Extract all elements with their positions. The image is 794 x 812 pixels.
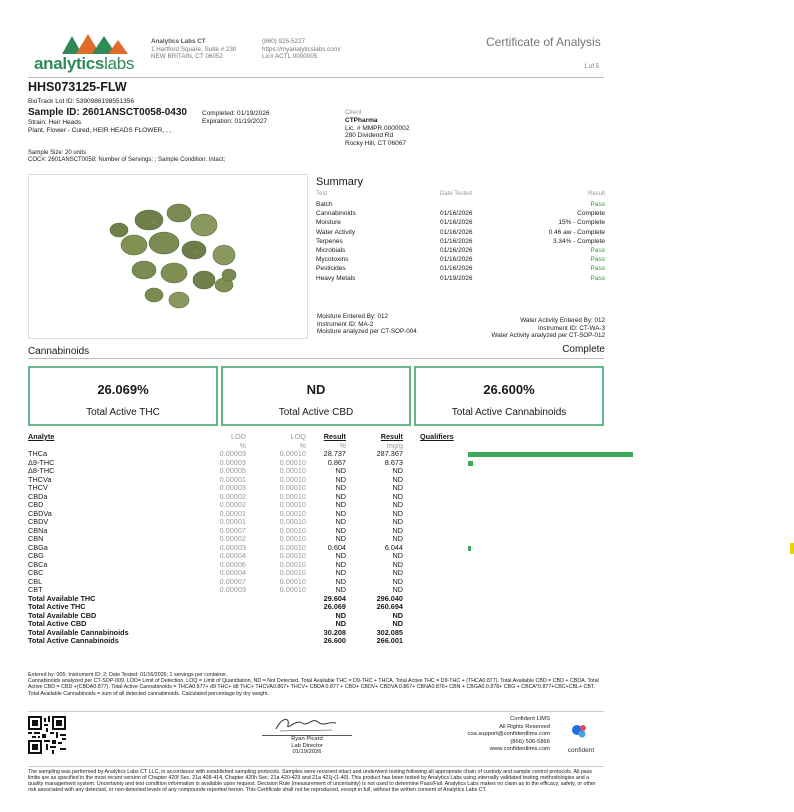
summary-test: Pesticides [316,265,346,273]
totals-row [28,637,608,646]
biotrack-lot-id: BioTrack Lot ID: 5390986198551356 [28,98,135,105]
result-pct: ND [335,551,346,560]
lab-phone: (860) 925-5227 [262,38,306,45]
result-mg: ND [392,500,403,509]
edge-marker [790,543,794,554]
result-pct: ND [335,576,346,586]
total-mg: 296.040 [376,593,403,603]
lod-value: 0.00004 [219,568,246,577]
result-bar [468,546,471,551]
lod-value: 0.00003 [219,585,246,594]
summary-date [440,201,520,210]
signer-name: Ryan Picard [262,735,352,743]
table-row [28,484,608,493]
logo-text-bold: analytics [34,54,105,73]
lims-email[interactable]: coa.support@confidentlims.com [467,731,550,738]
unit-lod: % [239,440,246,450]
signature-scribble [272,713,342,735]
result-mg: ND [392,483,403,492]
result-mg: ND [392,517,403,526]
result-pct: 0.867 [327,457,346,467]
table-row [28,544,608,553]
analyte-name: CBGa [28,542,48,552]
total-name: Total Available THC [28,593,96,603]
completed-date: Completed: 01/19/2026 [202,110,270,117]
dates [202,110,270,126]
summary-date: 01/16/2026 [440,219,473,227]
result-pct: 28.737 [323,449,346,458]
summary-date: 01/16/2026 [440,246,473,254]
summary-header-test: Test [316,191,328,197]
analyte-name: Δ9-THC [28,457,55,467]
box-label: Total Active Cannabinoids [451,407,567,418]
lab-address-1: 1 Hartford Square, Suite # 230 [151,45,237,53]
lims-phone: (866) 506-5866 [510,738,550,745]
footnote-line-1: Entered by: 005; Instrument ID: 2; Date Tested: 01/16/2026; 1 servings per container. [28,672,228,678]
moisture-entered-by: Moisture Entered By: 012 [317,313,389,320]
result-pct: ND [335,474,346,484]
loq-value: 0.00010 [279,585,306,594]
analyte-name: CBG [28,551,44,560]
loq-value: 0.00010 [279,534,306,543]
lab-contact [262,38,382,61]
analyte-name: CBDVa [28,508,52,518]
result-mg: ND [392,576,403,586]
summary-result: Pass [590,246,605,254]
loq-value: 0.00010 [279,517,306,526]
lod-value: 0.00003 [219,483,246,492]
summary-row [316,229,605,238]
table-row [28,450,608,459]
cannabinoid-table [28,433,608,646]
table-row [28,459,608,468]
loq-value: 0.00010 [279,551,306,560]
total-name: Total Active CBD [28,619,87,628]
lod-value: 0.00005 [219,466,246,475]
page-number: 1 of 5 [584,64,600,70]
total-pct: 29.604 [323,593,346,603]
result-pct: ND [335,568,346,577]
expiration-date: Expiration: 01/19/2027 [202,118,268,125]
table-units [28,442,608,451]
water-activity-info [440,317,605,340]
logo-text-light: labs [104,54,135,73]
box-value: 26.600% [483,382,535,397]
summary-result: 15% - Complete [558,219,605,227]
summary-test: Heavy Metals [316,274,356,282]
table-row [28,476,608,485]
result-pct: ND [335,585,346,594]
table-row [28,569,608,578]
summary-row [316,210,605,219]
table-totals [28,595,608,646]
totals-row [28,595,608,604]
lab-name: Analytics Labs CT [151,38,206,45]
summary-date: 01/16/2026 [440,210,473,218]
product-type: Plant, Flower - Cured, HEIR HEADS FLOWER, , , [28,126,172,134]
cannabinoids-title: Cannabinoids [28,346,90,357]
sample-size: Sample Size: 20 units [28,150,87,156]
summary-header [316,191,605,201]
header-loq: LOQ [290,432,306,441]
table-row [28,586,608,595]
analyte-name: THCV [28,483,48,492]
signature [272,713,342,735]
sample-size-info [28,150,225,164]
analyte-name: CBD [28,500,44,509]
total-pct: 26.600 [323,636,346,645]
unit-result-pct: % [339,440,346,450]
summary-result: Pass [590,274,605,282]
analyte-name: CBL [28,576,43,586]
lod-value: 0.00002 [219,534,246,543]
box-value: ND [306,382,326,397]
result-pct: ND [335,534,346,543]
divider [28,766,604,767]
analyte-name: CBCa [28,559,48,569]
loq-value: 0.00010 [279,508,306,518]
total-active-thc-box [28,366,218,426]
client-name: CTPharma [345,116,378,124]
unit-result-mg: mg/g [386,440,403,450]
lod-value: 0.00002 [219,500,246,509]
table-row [28,493,608,502]
divider [28,358,604,359]
lims-rights: All Rights Reserved [499,723,550,730]
loq-value: 0.00010 [279,483,306,492]
lod-value: 0.00002 [219,491,246,501]
summary-row [316,238,605,247]
lod-value: 0.00007 [219,576,246,586]
total-name: Total Active THC [28,602,86,611]
total-pct: ND [335,610,346,620]
loq-value: 0.00010 [279,491,306,501]
lims-url[interactable]: www.confidentlims.com [489,746,550,753]
total-mg: ND [392,619,403,628]
confident-logo [557,722,605,752]
summary-test: Batch [316,201,333,208]
table-header [28,433,608,442]
lod-value: 0.00001 [219,474,246,484]
total-name: Total Available Cannabinoids [28,627,129,637]
mountain-logo-icon [62,32,142,56]
header-analyte: Analyte [28,432,55,441]
summary-row [316,256,605,265]
summary-panel [316,176,605,284]
divider [28,77,604,78]
box-label: Total Active CBD [278,407,354,418]
result-pct: ND [335,517,346,526]
loq-value: 0.00010 [279,542,306,552]
analyte-name: CBDV [28,517,49,526]
water-sop: Water Activity analyzed per CT-SOP-012 [491,332,605,340]
totals-row [28,603,608,612]
loq-value: 0.00010 [279,500,306,509]
summary-date: 01/16/2026 [440,237,473,245]
result-mg: ND [392,491,403,501]
analyte-name: CBN [28,534,44,543]
summary-row [316,265,605,274]
lab-info [151,38,261,61]
lod-value: 0.00003 [219,457,246,467]
header-qualifiers: Qualifiers [420,432,454,441]
footnote-line-2: Cannabinoids analyzed per CT-SOP-009. LOD= Limit of Detection, LOQ = Limit of Quantitation, ND = Not Detected. Total Available THC = D9-THC + THCA. Total Active THC = D9-THC + (THCA0.877). Total Available CBD = CBD + CBDA. Total Active CBD = CBD +(CBDA0.877). Total Active Cannabinoids = THCA0.877+ d9 THC+ d8 THC+ THCVA0.867+ THCV+ CBDA 0.877 + CBD+ CBDV+ CBDVA 0.867+ CBNA0.876+ CBN + CBGA0.0.878+ CBG + CBCA*0.877+CBC+CBL+ CBT. Total Available Cannabinoids = sum of all detected cannabinoids. Calculated percentage by dry weight. [28,678,599,697]
totals-row [28,612,608,621]
header-result-pct: Result [323,432,346,441]
summary-header-result: Result [587,191,605,197]
table-row [28,561,608,570]
cannabinoids-status: Complete [562,344,605,355]
summary-row [316,247,605,256]
box-value: 26.069% [97,382,149,397]
summary-row [316,275,605,284]
sample-id: Sample ID: 2601ANSCT0058-0430 [28,107,187,118]
result-mg: ND [392,525,403,535]
signer-info [262,735,352,756]
lod-value: 0.00007 [219,525,246,535]
result-mg: ND [392,534,403,543]
result-pct: ND [335,491,346,501]
table-row [28,527,608,536]
summary-date: 01/19/2026 [440,274,473,282]
table-row [28,578,608,587]
total-pct: 30.208 [323,627,346,637]
result-mg: ND [392,466,403,475]
loq-value: 0.00010 [279,474,306,484]
footnote [28,672,604,697]
summary-test: Terpenes [316,237,343,245]
total-mg: ND [392,610,403,620]
loq-value: 0.00010 [279,457,306,467]
result-pct: ND [335,483,346,492]
analyte-name: CBT [28,585,43,594]
loq-value: 0.00010 [279,466,306,475]
strain-info [28,119,171,135]
sample-photo [28,174,308,339]
coc-info: COC#: 2601ANSCT0058; Number of Servings: ; Sample Condition: Intact; [28,157,226,163]
client-license: Lic. # MMPR.0000002 [345,124,410,132]
total-active-cbd-box [221,366,411,426]
result-bar [468,452,633,457]
analyte-name: Δ8-THC [28,466,55,475]
lims-name: Confident LIMS [510,716,550,722]
lod-value: 0.00003 [219,449,246,458]
result-mg: 8.673 [384,457,403,467]
lab-license: Lic# ACTL.0000005 [262,53,318,61]
moisture-instrument: Instrument ID: MA-2 [317,320,374,328]
analyte-name: CBDa [28,491,48,501]
summary-test: Moisture [316,219,341,227]
summary-result: Pass [590,265,605,273]
client-label: Client [345,109,362,116]
lims-info [450,716,550,754]
total-active-cannabinoids-box [414,366,604,426]
client-info [345,109,409,148]
lod-value: 0.00001 [219,517,246,526]
summary-result: 3.34% - Complete [552,237,605,245]
document-title: Certificate of Analysis [486,35,601,49]
result-pct: 0.604 [327,542,346,552]
disclaimer: The sampling was performed by Analytics Labs CT LLC, in accordance with established sampling protocols. Samples were received intact and underwent testing following all appropriate chain of custody and sample control protocols. All pass limits are as specified in the most recent version of Chapter 420f Sec. 21a 408-414, Chapter 420h Sec. 21a 420-429 and 21a 421j-(1-40). This product has been tested by Analytics Labs using internally validated testing methodologies and a quality management system. Uncertainty and test condition information is available upon request. Decision Rule (measurement of uncertainty) is not used to determine Pass/Fail. Analytics Labs makes no claim as to the efficacy, safety, or other risk associated with any detected, or non-detected levels of any compounds reported herein. This Certificate shall not be reproduced, except in full, without the written consent of Analytics Labs CT. [28,769,596,794]
result-mg: ND [392,585,403,594]
header-result-mg: Result [380,432,403,441]
lab-url[interactable]: https://myanalyticslabs.com/ [262,45,341,53]
qr-code-icon [28,716,66,754]
moisture-sop: Moisture analyzed per CT-SOP-004 [317,328,417,336]
result-mg: ND [392,568,403,577]
analyte-name: CBC [28,568,44,577]
table-row [28,510,608,519]
strain: Strain: Heir Heads [28,119,82,126]
divider [28,711,604,712]
summary-row [316,201,605,210]
water-instrument: Instrument ID: CT-WA-3 [538,324,605,332]
summary-date: 01/16/2026 [440,256,473,264]
lod-value: 0.00003 [219,542,246,552]
total-mg: 260.694 [376,602,403,611]
confident-logo-icon [557,722,605,742]
summary-test: Water Activity [316,228,356,236]
lod-value: 0.00004 [219,551,246,560]
summary-date: 01/16/2026 [440,228,473,236]
summary-test: Mycotoxins [316,256,349,264]
summary-title: Summary [316,176,364,188]
box-label: Total Active THC [86,407,160,418]
result-mg: 287.367 [376,449,403,458]
table-row [28,518,608,527]
confident-logo-text: confident [567,747,595,754]
lod-value: 0.00006 [219,559,246,569]
analytics-labs-logo [34,30,144,76]
summary-result: 0.46 aw - Complete [548,228,605,236]
result-pct: ND [335,508,346,518]
analyte-name: THCVa [28,474,52,484]
signer-title: Lab Director [291,742,323,749]
water-entered-by: Water Activity Entered By: 012 [520,317,605,324]
total-mg: 302.085 [376,627,403,637]
loq-value: 0.00010 [279,525,306,535]
total-name: Total Active Cannabinoids [28,636,119,645]
summary-test: Cannabinoids [316,210,356,218]
table-row [28,535,608,544]
lab-address-2: NEW BRITAIN, CT 06052 [151,53,223,61]
total-pct: 26.069 [323,602,346,611]
unit-loq: % [299,440,306,450]
summary-result: Pass [590,256,605,264]
result-mg: ND [392,508,403,518]
summary-result: Complete [577,210,605,218]
result-pct: ND [335,466,346,475]
loq-value: 0.00010 [279,568,306,577]
summary-date: 01/16/2026 [440,265,473,273]
summary-row [316,219,605,228]
summary-test: Microbials [316,246,346,254]
table-row [28,552,608,561]
qr-code[interactable] [28,716,66,754]
loq-value: 0.00010 [279,449,306,458]
summary-result: Pass [590,201,605,208]
result-bar [468,461,473,466]
result-mg: ND [392,559,403,569]
moisture-info [317,313,417,336]
total-mg: 266.001 [376,636,403,645]
client-address-2: Rocky Hill, CT 06067 [345,140,406,148]
table-row [28,467,608,476]
result-mg: 6.044 [384,542,403,552]
result-pct: ND [335,525,346,535]
result-mg: ND [392,551,403,560]
result-pct: ND [335,559,346,569]
lod-value: 0.00001 [219,508,246,518]
loq-value: 0.00010 [279,559,306,569]
table-body [28,450,608,595]
sample-name: HHS073125-FLW [28,80,127,94]
total-pct: ND [335,619,346,628]
header-lod: LOD [230,432,246,441]
loq-value: 0.00010 [279,576,306,586]
signer-date: 01/19/2026 [292,749,322,756]
cannabis-flower-image [29,175,307,338]
client-address-1: 280 Dividend Rd [345,132,394,140]
total-name: Total Available CBD [28,610,97,620]
result-mg: ND [392,474,403,484]
analyte-name: CBNa [28,525,48,535]
summary-header-date: Date Tested [440,191,472,197]
analyte-name: THCa [28,449,48,458]
table-row [28,501,608,510]
result-pct: ND [335,500,346,509]
